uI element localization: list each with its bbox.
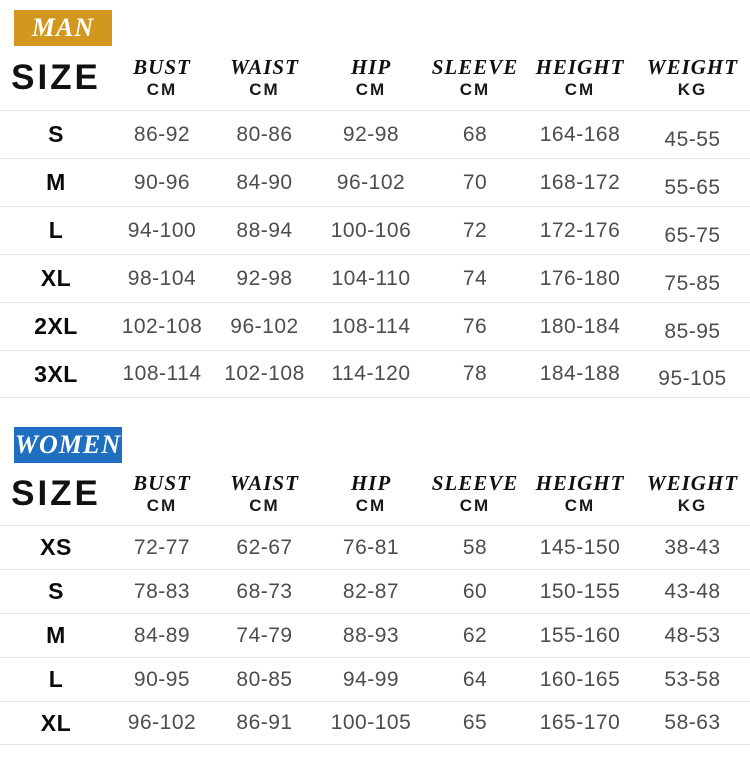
sleeve-cell: 70	[462, 170, 488, 194]
column-unit: CM	[564, 79, 596, 99]
sleeve-cell: 64	[462, 667, 488, 691]
weight-cell: 43-48	[664, 579, 721, 603]
man-table-row-m	[0, 158, 750, 206]
women-table-row-l	[0, 657, 750, 701]
size-cell: XL	[40, 265, 72, 291]
weight-cell: 53-58	[664, 667, 721, 691]
sleeve-cell: 58	[462, 535, 488, 559]
waist-cell: 92-98	[236, 266, 293, 290]
hip-cell: 108-114	[331, 314, 411, 338]
man-size-title: SIZE	[11, 58, 101, 97]
size-cell: XL	[40, 709, 72, 736]
bust-cell: 72-77	[133, 535, 191, 559]
sleeve-cell: 78	[462, 362, 488, 385]
hip-cell: 114-120	[331, 362, 411, 385]
bust-cell: 94-100	[127, 218, 197, 242]
height-cell: 150-155	[539, 579, 621, 603]
column-name: WAIST	[230, 54, 299, 79]
size-cell: L	[48, 666, 64, 692]
column-unit: KG	[677, 79, 708, 99]
weight-cell: 65-75	[664, 223, 721, 247]
waist-cell: 68-73	[236, 579, 293, 603]
column-name: WEIGHT	[646, 54, 739, 79]
waist-cell: 62-67	[236, 535, 293, 559]
waist-cell: 80-85	[236, 667, 293, 691]
hip-cell: 88-93	[342, 623, 400, 647]
sleeve-cell: 62	[462, 623, 488, 647]
hip-cell: 100-106	[330, 218, 412, 242]
bust-cell: 86-92	[133, 122, 191, 146]
bust-cell: 90-96	[133, 170, 191, 194]
sleeve-cell: 74	[462, 266, 488, 290]
column-name: WEIGHT	[646, 470, 739, 495]
bust-cell: 102-108	[121, 314, 203, 338]
hip-cell: 76-81	[342, 535, 400, 559]
man-table-row-s	[0, 110, 750, 158]
hip-cell: 94-99	[342, 667, 400, 691]
women-table-row-xl	[0, 701, 750, 745]
column-unit: CM	[355, 495, 387, 515]
women-table-row-m	[0, 613, 750, 657]
weight-cell: 45-55	[664, 127, 721, 151]
waist-cell: 84-90	[236, 170, 293, 194]
size-cell: 2XL	[34, 313, 78, 339]
column-unit: CM	[459, 495, 491, 515]
height-cell: 160-165	[539, 667, 621, 691]
women-column-header-hip	[317, 472, 425, 516]
height-cell: 184-188	[539, 362, 621, 385]
size-cell: XS	[40, 534, 72, 560]
waist-cell: 80-86	[236, 122, 293, 146]
bust-cell: 108-114	[122, 362, 202, 385]
height-cell: 168-172	[539, 170, 621, 194]
man-table-row-3xl	[0, 350, 750, 398]
man-column-header-waist	[212, 56, 317, 100]
size-cell: S	[48, 121, 64, 147]
sleeve-cell: 65	[462, 711, 488, 734]
column-unit: CM	[564, 495, 596, 515]
women-table-row-s	[0, 569, 750, 613]
column-name: BUST	[133, 470, 191, 495]
size-cell: S	[48, 578, 64, 604]
hip-cell: 104-110	[331, 266, 411, 290]
size-cell: L	[48, 217, 64, 243]
weight-cell: 55-65	[664, 175, 721, 199]
column-unit: CM	[355, 79, 387, 99]
column-name: SLEEVE	[431, 54, 519, 79]
hip-cell: 92-98	[342, 122, 400, 146]
man-table-row-2xl	[0, 302, 750, 350]
bust-cell: 78-83	[133, 579, 191, 603]
column-name: BUST	[133, 54, 191, 79]
man-column-header-weight	[635, 56, 750, 100]
waist-cell: 86-91	[236, 711, 293, 734]
column-unit: CM	[249, 495, 280, 515]
hip-cell: 100-105	[330, 711, 412, 734]
height-cell: 180-184	[539, 314, 621, 338]
sleeve-cell: 76	[462, 314, 488, 338]
women-badge: WOMEN	[14, 427, 122, 463]
man-column-header-bust	[112, 56, 212, 100]
women-table-row-xs	[0, 525, 750, 569]
man-table-header	[0, 46, 750, 110]
man-column-header-height	[525, 56, 635, 100]
waist-cell: 74-79	[236, 623, 293, 647]
column-name: HEIGHT	[535, 470, 625, 495]
column-name: HIP	[350, 470, 392, 495]
hip-cell: 82-87	[342, 579, 400, 603]
weight-cell: 75-85	[664, 271, 721, 295]
sleeve-cell: 60	[462, 579, 488, 603]
man-badge: MAN	[14, 10, 112, 46]
bust-cell: 90-95	[133, 667, 191, 691]
sleeve-cell: 68	[462, 122, 488, 146]
height-cell: 176-180	[539, 266, 621, 290]
waist-cell: 88-94	[236, 218, 293, 242]
column-name: HIP	[350, 54, 392, 79]
column-unit: CM	[146, 495, 178, 515]
man-table-row-l	[0, 206, 750, 254]
women-column-header-sleeve	[425, 472, 525, 516]
height-cell: 155-160	[539, 623, 621, 647]
column-unit: CM	[459, 79, 491, 99]
size-cell: 3XL	[34, 360, 78, 387]
column-unit: CM	[249, 79, 280, 99]
weight-cell: 38-43	[664, 535, 721, 559]
women-table-header	[0, 463, 750, 525]
women-column-header-waist	[212, 472, 317, 516]
weight-cell: 95-105	[658, 367, 727, 390]
size-cell: M	[46, 169, 66, 195]
column-name: WAIST	[230, 470, 299, 495]
weight-cell: 48-53	[664, 623, 721, 647]
weight-cell: 58-63	[664, 711, 721, 734]
women-size-title: SIZE	[11, 474, 101, 513]
man-table-row-xl	[0, 254, 750, 302]
weight-cell: 85-95	[664, 319, 721, 343]
size-cell: M	[46, 622, 66, 648]
column-name: SLEEVE	[431, 470, 519, 495]
bust-cell: 96-102	[127, 711, 197, 734]
height-cell: 145-150	[539, 535, 621, 559]
waist-cell: 102-108	[224, 362, 305, 385]
height-cell: 165-170	[539, 711, 621, 734]
hip-cell: 96-102	[336, 170, 406, 194]
bust-cell: 84-89	[133, 623, 191, 647]
column-name: HEIGHT	[535, 54, 625, 79]
bust-cell: 98-104	[127, 266, 197, 290]
women-column-header-weight	[635, 472, 750, 516]
man-column-header-sleeve	[425, 56, 525, 100]
women-column-header-bust	[112, 472, 212, 516]
man-column-header-hip	[317, 56, 425, 100]
height-cell: 172-176	[539, 218, 621, 242]
column-unit: CM	[146, 79, 178, 99]
section-spacer	[0, 398, 750, 427]
women-column-header-height	[525, 472, 635, 516]
height-cell: 164-168	[539, 122, 621, 146]
column-unit: KG	[677, 495, 708, 515]
waist-cell: 96-102	[230, 314, 299, 338]
sleeve-cell: 72	[462, 218, 488, 242]
